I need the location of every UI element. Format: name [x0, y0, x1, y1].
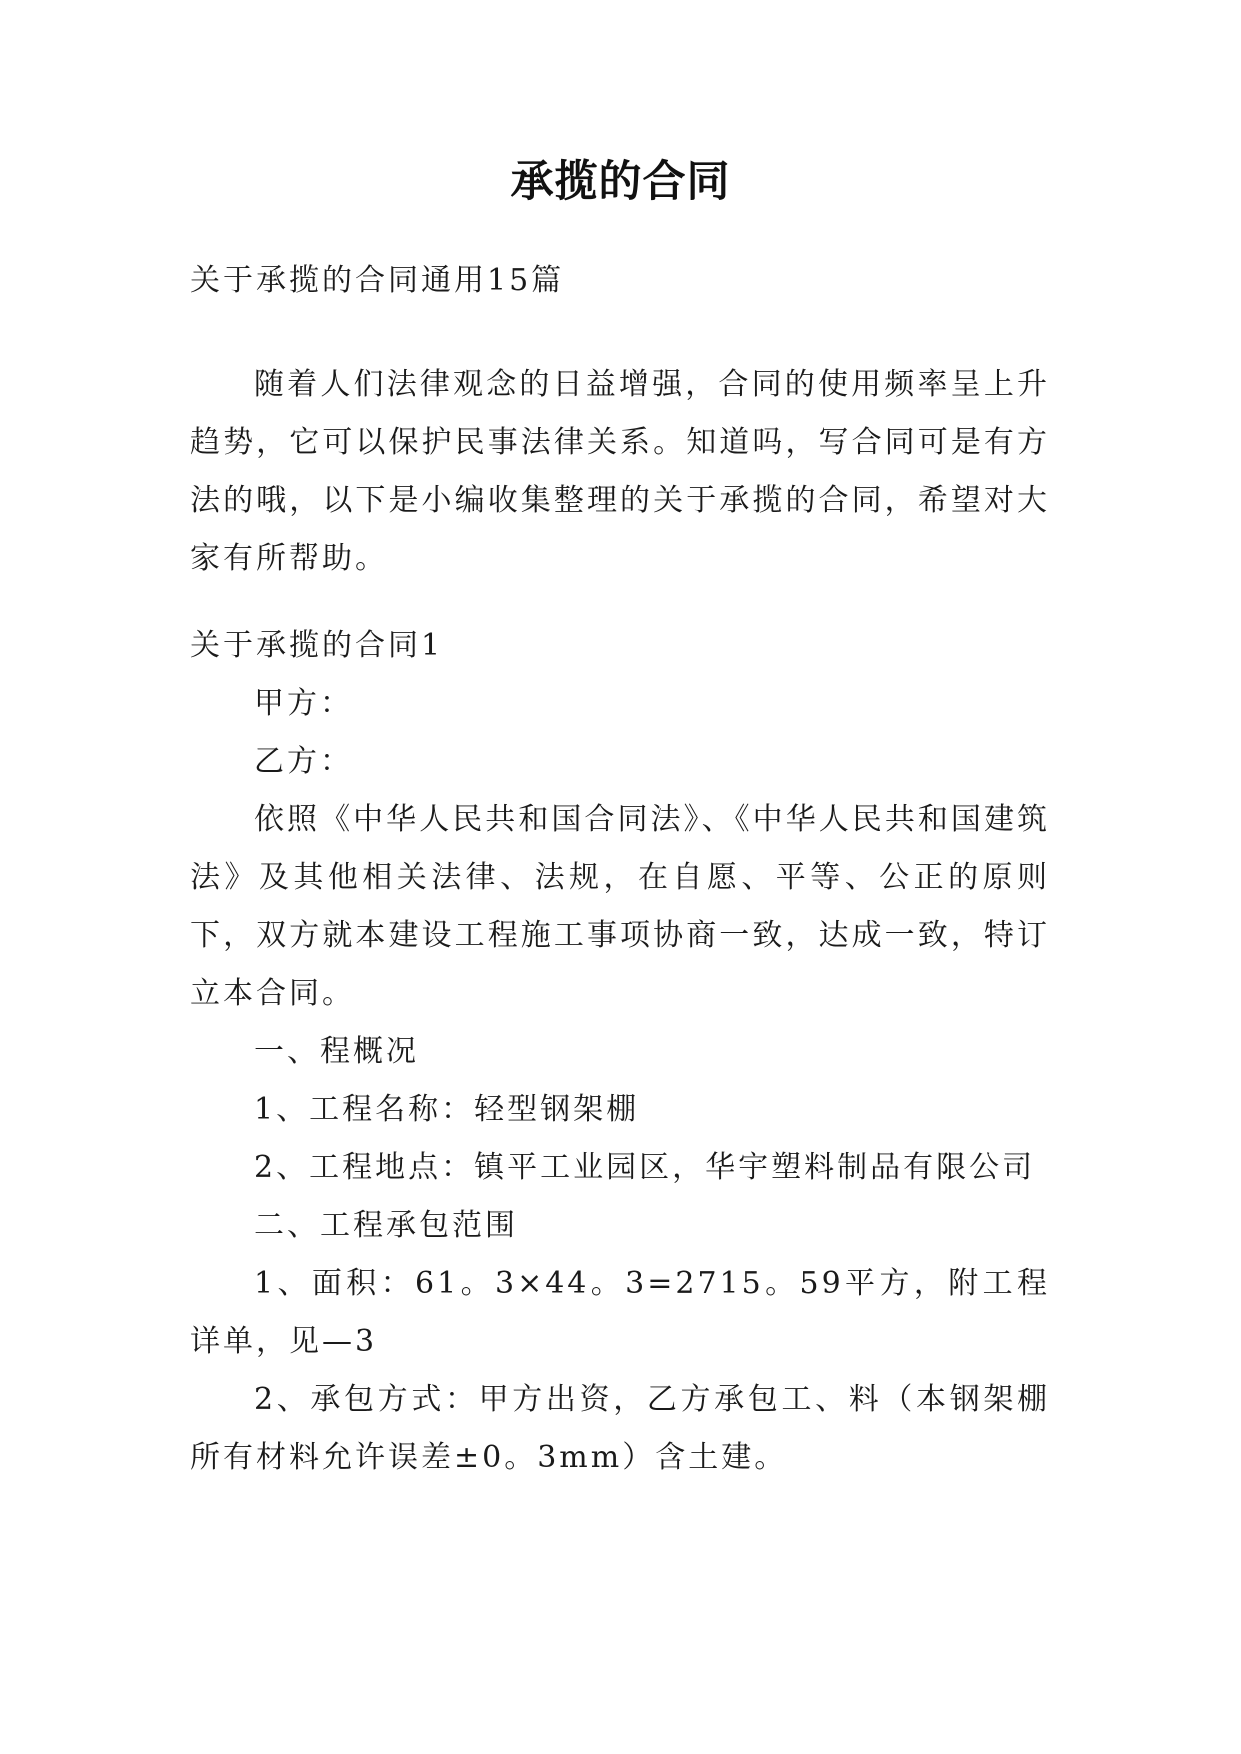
intro-paragraph: 随着人们法律观念的日益增强，合同的使用频率呈上升趋势，它可以保护民事法律关系。知道吗，写合同可是有方法的哦，以下是小编收集整理的关于承揽的合同，希望对大家有所帮助。	[190, 367, 1050, 576]
clause-1-item-1: 1、工程名称：轻型钢架棚	[254, 1092, 640, 1127]
intro-block	[190, 356, 1050, 588]
party-b-line: 乙方：	[254, 744, 353, 779]
clause-2-heading: 二、工程承包范围	[254, 1208, 518, 1243]
document-subtitle-block	[190, 252, 1050, 310]
clause-2-item-2: 2、承包方式：甲方出资，乙方承包工、料（本钢架棚所有材料允许误差±0。3mm）含土建。	[190, 1382, 1050, 1475]
party-a-line: 甲方：	[254, 686, 353, 721]
clause-1-heading: 一、程概况	[254, 1034, 419, 1069]
document-title: 承揽的合同	[510, 157, 731, 207]
legal-basis-paragraph: 依照《中华人民共和国合同法》、《中华人民共和国建筑法》及其他相关法律、法规，在自愿、平等、公正的原则下，双方就本建设工程施工事项协商一致，达成一致，特订立本合同。	[190, 802, 1050, 1011]
section-heading: 关于承揽的合同1	[190, 628, 444, 663]
clause-2-item-1: 1、面积：61。3×44。3=2715。59平方，附工程详单，见—3	[190, 1266, 1050, 1359]
document-subtitle: 关于承揽的合同通用15篇	[190, 263, 565, 298]
clause-1-item-2: 2、工程地点：镇平工业园区，华宇塑料制品有限公司	[254, 1150, 1036, 1185]
contract-body	[190, 617, 1050, 1487]
